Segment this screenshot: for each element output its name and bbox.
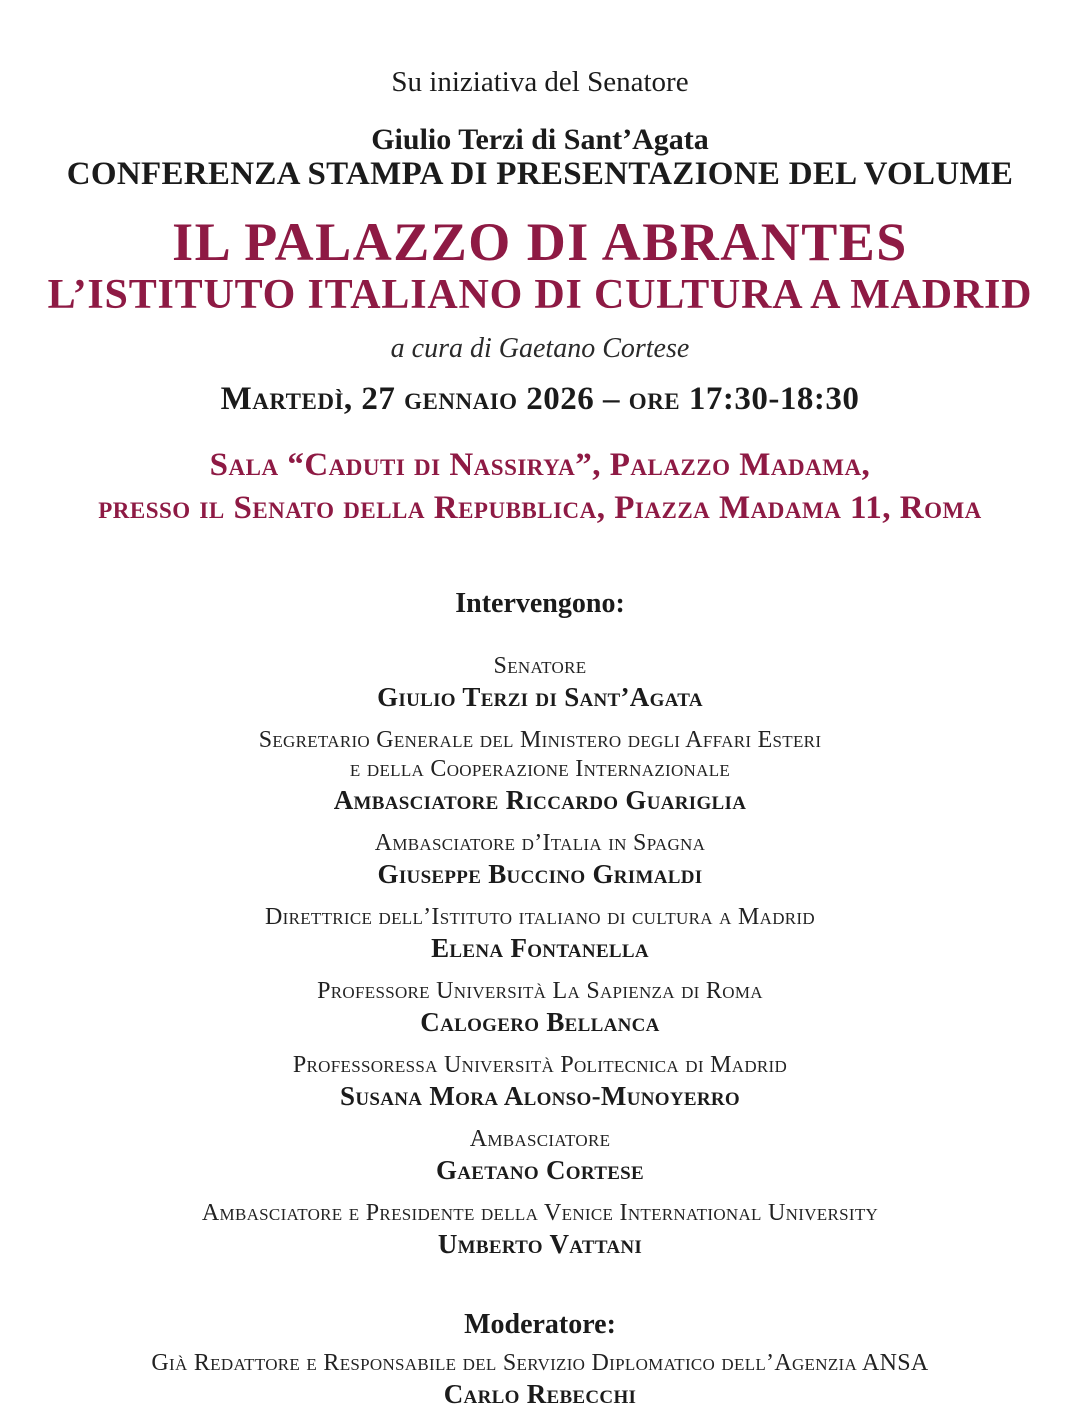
senator-name: Giulio Terzi di Sant’Agata bbox=[371, 123, 709, 156]
speaker-name: Giulio Terzi di Sant’Agata bbox=[377, 681, 703, 712]
venue-line2: presso il Senato della Repubblica, Piazza Madama 11, Roma bbox=[98, 489, 982, 526]
speaker-title: Direttrice dell’Istituto italiano di cultura a Madrid bbox=[265, 904, 815, 931]
speaker-entry bbox=[202, 1125, 878, 1188]
speaker-title: Segretario Generale del Ministero degli Affari Esteri bbox=[258, 726, 822, 753]
event-type-line: CONFERENZA STAMPA DI PRESENTAZIONE DEL VOLUME bbox=[66, 156, 1014, 192]
speaker-entry bbox=[202, 1051, 878, 1114]
event-venue bbox=[98, 444, 982, 530]
speaker-title: Ambasciatore bbox=[469, 1126, 611, 1153]
moderator-heading: Moderatore: bbox=[464, 1309, 616, 1341]
speaker-entry bbox=[202, 1199, 878, 1262]
curator-line: a cura di Gaetano Cortese bbox=[390, 332, 690, 364]
speaker-name: Ambasciatore Riccardo Guariglia bbox=[333, 785, 747, 816]
speaker-entry bbox=[202, 977, 878, 1040]
speaker-title: Professore Università La Sapienza di Roma bbox=[317, 978, 763, 1005]
initiative-line: Su iniziativa del Senatore bbox=[391, 66, 689, 98]
moderator-name: Carlo Rebecchi bbox=[443, 1379, 637, 1410]
moderator-entry bbox=[151, 1349, 928, 1412]
speaker-name: Calogero Bellanca bbox=[420, 1007, 660, 1038]
speakers-section bbox=[202, 588, 878, 1273]
event-datetime: Martedì, 27 gennaio 2026 – ore 17:30-18:30 bbox=[220, 380, 860, 417]
speaker-entry bbox=[202, 726, 878, 818]
speaker-title: Ambasciatore e Presidente della Venice International University bbox=[201, 1200, 879, 1227]
moderator-section bbox=[151, 1309, 928, 1423]
speaker-name: Susana Mora Alonso-Munoyerro bbox=[340, 1081, 740, 1112]
speaker-title: e della Cooperazione Internazionale bbox=[349, 755, 731, 782]
volume-title-line2: L’ISTITUTO ITALIANO DI CULTURA A MADRID bbox=[47, 271, 1033, 318]
speaker-entry bbox=[202, 652, 878, 715]
moderator-title: Già Redattore e Responsabile del Servizio Diplomatico dell’Agenzia ANSA bbox=[151, 1350, 929, 1377]
speaker-entry bbox=[202, 829, 878, 892]
speaker-name: Elena Fontanella bbox=[431, 933, 649, 964]
volume-title-line1: IL PALAZZO DI ABRANTES bbox=[172, 211, 908, 272]
speaker-title: Ambasciatore d’Italia in Spagna bbox=[374, 830, 706, 856]
speakers-heading: Intervengono: bbox=[455, 587, 625, 619]
speaker-title: Senatore bbox=[493, 652, 587, 679]
speaker-name: Umberto Vattani bbox=[437, 1229, 643, 1260]
speaker-title: Professoressa Università Politecnica di Madrid bbox=[292, 1052, 788, 1079]
venue-line1: Sala “Caduti di Nassirya”, Palazzo Madama, bbox=[209, 446, 871, 483]
speaker-name: Gaetano Cortese bbox=[435, 1155, 645, 1186]
speaker-name: Giuseppe Buccino Grimaldi bbox=[377, 859, 703, 890]
speaker-entry bbox=[202, 903, 878, 966]
